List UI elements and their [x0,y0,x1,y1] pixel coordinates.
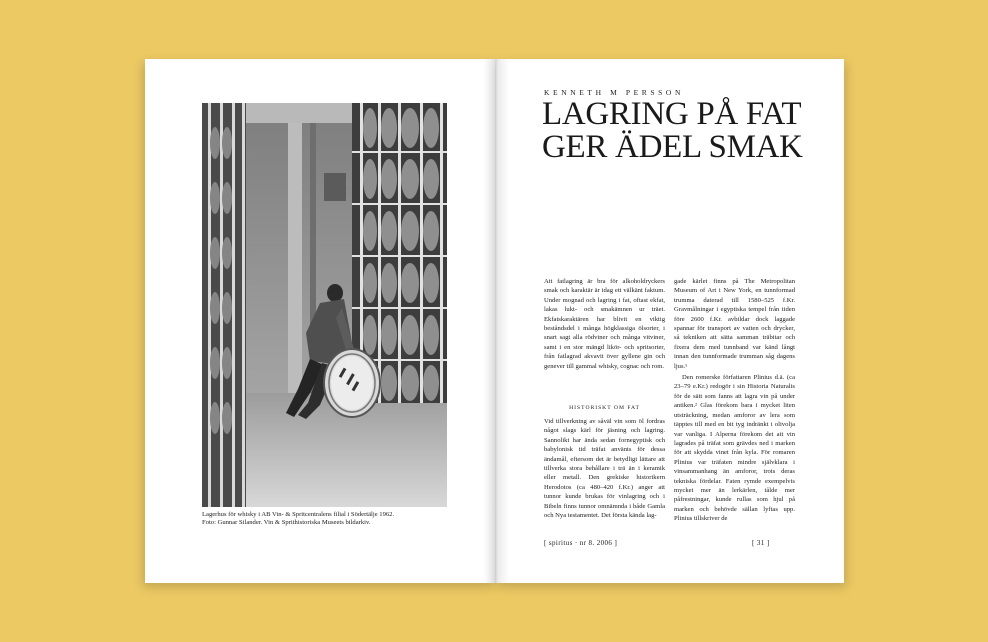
section-subhead: HISTORISKT OM FAT [569,405,640,411]
headline-line-1: LAGRING PÅ FAT [542,96,802,132]
caption-line-2: Foto: Gunnar Silander. Vin & Sprithistoriska Museets bildarkiv. [202,519,371,527]
magazine-spread [145,59,844,583]
author-byline: KENNETH M PERSSON [544,88,684,97]
intro-paragraph: Att fatlagring är bra för alkoholdryckers smak och karaktär är idag ett välkänt faktum. Under mognad och lagring i fat, oftast ekfat, lakas lukt- och smakämnen ur träet. Ekfatskaraktären har blivit en viktig beståndsdel i många högklassiga ölsorter, i snart sagt alla rödviner och många vitviner, samt i en stor mängd likör- och spritsorter, från fatlagrad akvavit över gyllene gin och genever till gammal whisky, cognac och rom. [544,278,665,370]
headline-line-2: GER ÄDEL SMAK [542,129,803,165]
caption-line-1: Lagerhus för whisky i AB Vin- & Spritcentralens filial i Södertälje 1962. [202,511,395,518]
column-1-section [544,417,665,520]
left-page [145,59,496,583]
column-2 [674,277,795,526]
barrel [324,349,380,417]
column-2-paragraph-1: gade kärlet finns på The Metropolitan Museum of Art i New York, en tunnformad trumma daterad till 1580–525 f.Kr. Gravmålningar i egyptiska tempel från tiden före 2600 f.Kr. avbildar dock laggade spannar för transport av vatten och drycker, så tekniken att sätta samman träbitar och fixera dem med tunnband var känd långt innan den tunnformade trumman såg dagens ljus.¹ [674,278,795,370]
page-gutter-shadow [483,59,509,583]
warehouse-photo-illustration [202,103,447,507]
footer-page-number: [ 31 ] [752,539,770,547]
warehouse-photo [202,103,447,507]
column-1-intro [544,277,665,373]
footer-publication: [ spiritus · nr 8. 2006 ] [544,539,618,547]
column-2-paragraph-2: Den romerske författaren Plinius d.ä. (ca 23–79 e.Kr.) redogör i sin Historia Naturalis för de sätt som fanns att lagra vin på under antiken.² Glas förekom bara i mycket liten utsträckning, medan amforor av lera som täpptes till med en bit tyg indränkt i olivolja var vanliga. I Alperna förekom det att vin lagrades på träfat som grävdes ned i marken för att skydda vinet från kyla. För romaren Plinius var träfaten mindre självklara i vinsammanhang än amforor, trots deras tekniska fördelar. Faten rymde exempelvis mycket mer än lerkärlen, tålde mer påfrestningar, kunde rullas som hjul på marken och behövde sällan lyftas upp. Plinius tillskriver de [674,374,795,523]
section-paragraph: Vid tillverkning av såväl vin som öl fordras något slags kärl för jäsning och lagring. Sannolikt har ända sedan fornegyptisk och babylonisk tid träfat använts för dessa ändamål, eftersom det är betydligt lättare att tillverka stora behållare i trä än i keramik eller metall. Den grekiske historikern Herodotos (ca 480–420 f.Kr.) anger att tunnor kunde brukas för vinlagring och i Bibeln finns tunnor omnämnda i både Gamla och Nya testamentet. Det första kända lag- [544,418,665,520]
photo-caption [202,511,462,528]
right-page [496,59,844,583]
article-headline [542,98,803,164]
